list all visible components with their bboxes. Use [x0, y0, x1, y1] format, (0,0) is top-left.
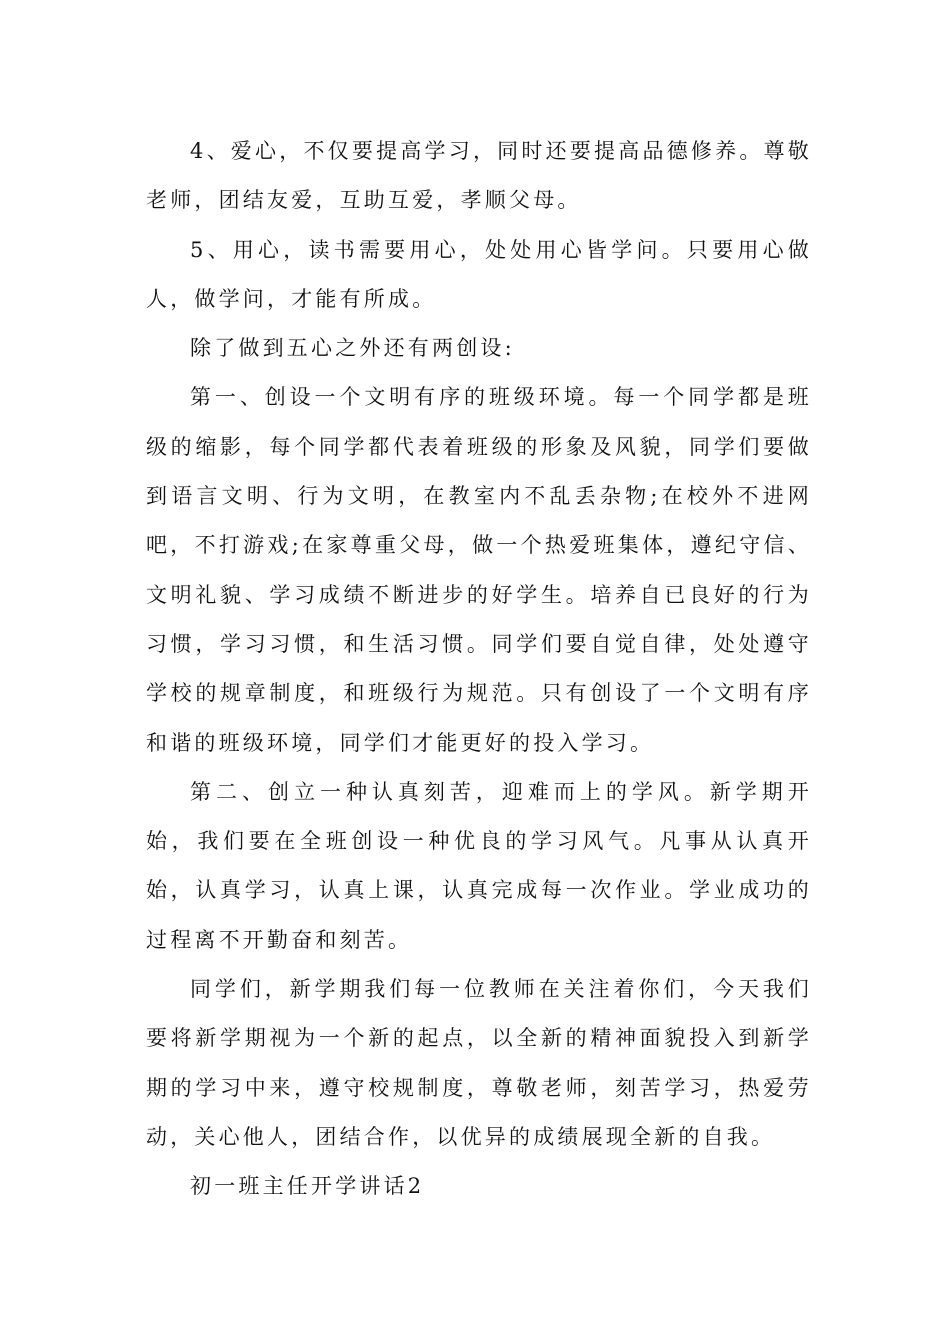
paragraph-love: 4、爱心，不仅要提高学习，同时还要提高品德修养。尊敬老师，团结友爱，互助互爱，孝顺父母。 [146, 139, 812, 213]
document-body [146, 127, 812, 1212]
paragraph-first-initiative: 第一、创设一个文明有序的班级环境。每一个同学都是班级的缩影，每个同学都代表着班级的形象及风貌，同学们要做到语言文明、行为文明，在教室内不乱丢杂物;在校外不进网吧，不打游戏;在家尊重父母，做一个热爱班集体，遵纪守信、文明礼貌、学习成绩不断进步的好学生。培养自已良好的行为习惯，学习习惯，和生活习惯。同学们要自觉自律，处处遵守学校的规章制度，和班级行为规范。只有创设了一个文明有序和谐的班级环境，同学们才能更好的投入学习。 [146, 385, 812, 755]
paragraph-closing: 同学们，新学期我们每一位教师在关注着你们，今天我们要将新学期视为一个新的起点，以全新的精神面貌投入到新学期的学习中来，遵守校规制度，尊敬老师，刻苦学习，热爱劳动，关心他人，团结合作，以优异的成绩展现全新的自我。 [146, 977, 812, 1149]
paragraph-two-initiatives-intro: 除了做到五心之外还有两创设: [190, 336, 515, 361]
paragraph-attention: 5、用心，读书需要用心，处处用心皆学问。只要用心做人，做学问，才能有所成。 [146, 237, 812, 311]
paragraph-second-initiative: 第二、创立一种认真刻苦，迎难而上的学风。新学期开始，我们要在全班创设一种优良的学习风气。凡事从认真开始，认真学习，认真上课，认真完成每一次作业。学业成功的过程离不开勤奋和刻苦。 [146, 779, 812, 952]
section-heading: 初一班主任开学讲话2 [190, 1174, 425, 1199]
